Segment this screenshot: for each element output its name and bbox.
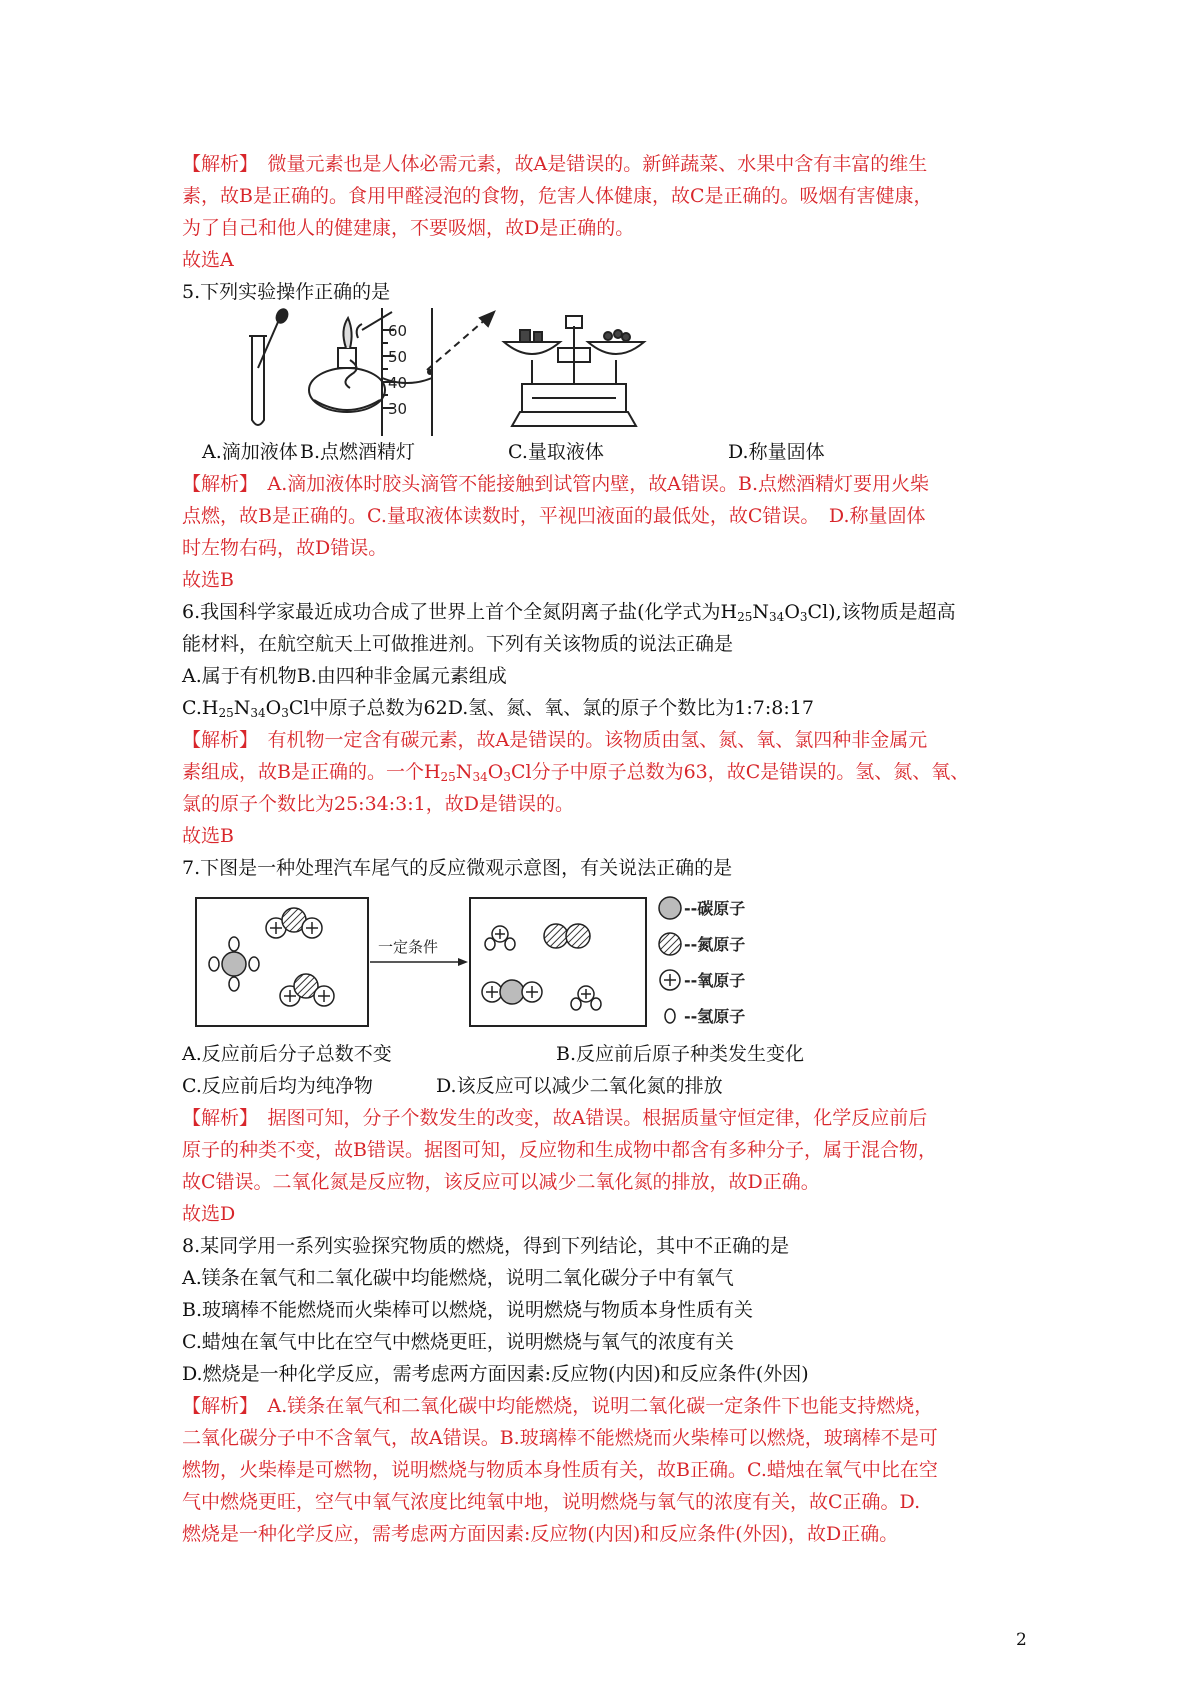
co2-molecule bbox=[482, 980, 542, 1004]
cylinder-tick-60: 60 bbox=[388, 322, 408, 340]
arrow-condition-label: 一定条件 bbox=[378, 938, 439, 956]
formula-o: O bbox=[487, 761, 504, 783]
q7-analysis-line-3: 故C错误。二氧化氮是反应物，该反应可以减少二氧化氮的排放，故D正确。 bbox=[182, 1171, 820, 1193]
analysis-text: 分子中原子总数为63，故C是错误的。氢、氮、氧、 bbox=[531, 761, 970, 783]
formula-o: O bbox=[784, 601, 800, 623]
analysis-tag: 【解析】 bbox=[182, 1107, 249, 1129]
q5-answer: 故选B bbox=[182, 569, 234, 591]
stem-text: 6.我国科学家最近成功合成了世界上首个全氮阴离子盐(化学式为H bbox=[182, 601, 738, 623]
hydrogen-atom-legend-icon bbox=[665, 1009, 675, 1023]
option-text: 中原子总数为62D.氢、氮、氧、氯的原子个数比为1:7:8:17 bbox=[309, 697, 814, 719]
balance-scale-image bbox=[504, 316, 644, 426]
subscript-3: 3 bbox=[281, 706, 289, 720]
analysis-text: A.滴加液体时胶头滴管不能接触到试管内壁，故A错误。B.点燃酒精灯要用火柴 bbox=[248, 473, 930, 495]
q8-option-d: D.燃烧是一种化学反应，需考虑两方面因素:反应物(内因)和反应条件(外因) bbox=[182, 1363, 809, 1385]
formula-cl: Cl bbox=[288, 697, 310, 719]
q6-stem-line-2: 能材料，在航空航天上可做推进剂。下列有关该物质的说法正确是 bbox=[182, 633, 734, 655]
q5-analysis-line-2: 点燃，故B是正确的。C.量取液体读数时，平视凹液面的最低处，故C错误。 D.称量固体 bbox=[182, 505, 926, 527]
products-box bbox=[470, 898, 646, 1026]
q5-apparatus-figure bbox=[232, 308, 792, 438]
cylinder-tick-50: 50 bbox=[388, 348, 408, 366]
q5-option-b: B.点燃酒精灯 bbox=[300, 441, 416, 463]
subscript-25: 25 bbox=[737, 610, 753, 624]
q5-analysis-line-1 bbox=[182, 468, 929, 500]
formula-n: N bbox=[752, 601, 770, 623]
q8-analysis-line-1 bbox=[182, 1390, 933, 1422]
analysis-tag: 【解析】 bbox=[182, 729, 249, 751]
q8-analysis-line-4: 气中燃烧更旺，空气中氧气浓度比纯氧中地，说明燃烧与氧气的浓度有关，故C正确。D. bbox=[182, 1491, 921, 1513]
q7-analysis-line-2: 原子的种类不变，故B错误。据图可知，反应物和生成物中都含有多种分子，属于混合物， bbox=[182, 1139, 937, 1161]
ch4-molecule bbox=[209, 937, 259, 991]
cylinder-tick-30: 30 bbox=[388, 400, 408, 418]
legend-oxygen-label: --氧原子 bbox=[684, 971, 746, 990]
analysis-tag: 【解析】 bbox=[182, 473, 249, 495]
q7-stem: 7.下图是一种处理汽车尾气的反应微观示意图，有关说法正确的是 bbox=[182, 857, 733, 879]
q8-option-b: B.玻璃棒不能燃烧而火柴棒可以燃烧，说明燃烧与物质本身性质有关 bbox=[182, 1299, 754, 1321]
q8-stem: 8.某同学用一系列实验探究物质的燃烧，得到下列结论，其中不正确的是 bbox=[182, 1235, 790, 1257]
q6-analysis-line-3: 氯的原子个数比为25:34:3:1，故D是错误的。 bbox=[182, 793, 574, 815]
subscript-34: 34 bbox=[472, 770, 488, 784]
subscript-3: 3 bbox=[799, 610, 808, 624]
q5-option-a: A.滴加液体 bbox=[202, 441, 298, 463]
stem-text: ),该物质是超高 bbox=[828, 601, 956, 623]
analysis-text: 据图可知，分子个数发生的改变，故A错误。根据质量守恒定律，化学反应前后 bbox=[248, 1107, 928, 1129]
legend bbox=[659, 897, 681, 1023]
legend-hydrogen-label: --氢原子 bbox=[684, 1007, 746, 1026]
legend-nitrogen-label: --氮原子 bbox=[684, 935, 746, 954]
nitrogen-atom-legend-icon bbox=[659, 933, 681, 955]
q8-option-a: A.镁条在氧气和二氧化碳中均能燃烧，说明二氧化碳分子中有氧气 bbox=[182, 1267, 734, 1289]
subscript-34: 34 bbox=[769, 610, 785, 624]
q6-analysis-line-1 bbox=[182, 724, 927, 756]
q6-options-ab: A.属于有机物B.由四种非金属元素组成 bbox=[182, 665, 507, 687]
h2o-molecule bbox=[485, 926, 515, 950]
q7-option-b: B.反应前后原子种类发生变化 bbox=[556, 1043, 805, 1065]
analysis-text: A.镁条在氧气和二氧化碳中均能燃烧，说明二氧化碳一定条件下也能支持燃烧， bbox=[248, 1395, 934, 1417]
q8-analysis-line-3: 燃物，火柴棒是可燃物，说明燃烧与物质本身性质有关，故B正确。C.蜡烛在氧气中比在空 bbox=[182, 1459, 938, 1481]
q7-option-c: C.反应前后均为纯净物 bbox=[182, 1075, 373, 1097]
analysis-text: 微量元素也是人体必需元素，故A是错误的。新鲜蔬菜、水果中含有丰富的维生 bbox=[248, 153, 928, 175]
q5-option-c: C.量取液体 bbox=[508, 441, 604, 463]
legend-carbon-label: --碳原子 bbox=[684, 899, 746, 918]
q8-analysis-line-5: 燃烧是一种化学反应，需考虑两方面因素:反应物(内因)和反应条件(外因)，故D正确。 bbox=[182, 1523, 899, 1545]
n2-molecule bbox=[544, 924, 590, 948]
q4-analysis-line-3: 为了自己和他人的健建康，不要吸烟，故D是正确的。 bbox=[182, 217, 635, 239]
oxygen-atom-legend-icon bbox=[660, 970, 680, 990]
q7-reaction-diagram bbox=[194, 892, 834, 1032]
formula-cl: Cl bbox=[807, 601, 829, 623]
h2o-molecule bbox=[571, 986, 601, 1010]
analysis-text: 有机物一定含有碳元素，故A是错误的。该物质由氢、氮、氧、氯四种非金属元 bbox=[248, 729, 928, 751]
q4-analysis-line-2: 素，故B是正确的。食用甲醛浸泡的食物，危害人体健康，故C是正确的。吸烟有害健康， bbox=[182, 185, 933, 207]
no2-molecule bbox=[266, 908, 322, 938]
subscript-3: 3 bbox=[503, 770, 511, 784]
q4-answer: 故选A bbox=[182, 249, 234, 271]
formula-cl: Cl bbox=[510, 761, 532, 783]
q7-option-a: A.反应前后分子总数不变 bbox=[182, 1043, 392, 1065]
q8-analysis-line-2: 二氧化碳分子中不含氧气，故A错误。B.玻璃棒不能燃烧而火柴棒可以燃烧，玻璃棒不是可 bbox=[182, 1427, 938, 1449]
alcohol-lamp-image bbox=[309, 312, 392, 412]
analysis-text: 素组成，故B是正确的。一个H bbox=[182, 761, 441, 783]
q7-answer: 故选D bbox=[182, 1203, 236, 1225]
cylinder-tick-40: 40 bbox=[388, 374, 408, 392]
formula-n: N bbox=[455, 761, 473, 783]
subscript-25: 25 bbox=[218, 706, 234, 720]
option-text: C.H bbox=[182, 697, 219, 719]
subscript-25: 25 bbox=[440, 770, 456, 784]
q4-analysis-line-1 bbox=[182, 148, 927, 180]
no2-molecule bbox=[280, 974, 334, 1006]
analysis-tag: 【解析】 bbox=[182, 153, 249, 175]
page-number: 2 bbox=[1016, 1630, 1027, 1650]
q6-answer: 故选B bbox=[182, 825, 234, 847]
q7-option-d: D.该反应可以减少二氧化氮的排放 bbox=[436, 1075, 723, 1097]
test-tube-dropper-image bbox=[249, 308, 289, 425]
q5-option-d: D.称量固体 bbox=[728, 441, 825, 463]
q7-analysis-line-1 bbox=[182, 1102, 927, 1134]
formula-n: N bbox=[233, 697, 251, 719]
formula-o: O bbox=[265, 697, 282, 719]
carbon-atom-legend-icon bbox=[659, 897, 681, 919]
q5-stem: 5.下列实验操作正确的是 bbox=[182, 281, 391, 303]
q8-option-c: C.蜡烛在氧气中比在空气中燃烧更旺，说明燃烧与氧气的浓度有关 bbox=[182, 1331, 734, 1353]
q5-analysis-line-3: 时左物右码，故D错误。 bbox=[182, 537, 388, 559]
analysis-tag: 【解析】 bbox=[182, 1395, 249, 1417]
subscript-34: 34 bbox=[250, 706, 266, 720]
